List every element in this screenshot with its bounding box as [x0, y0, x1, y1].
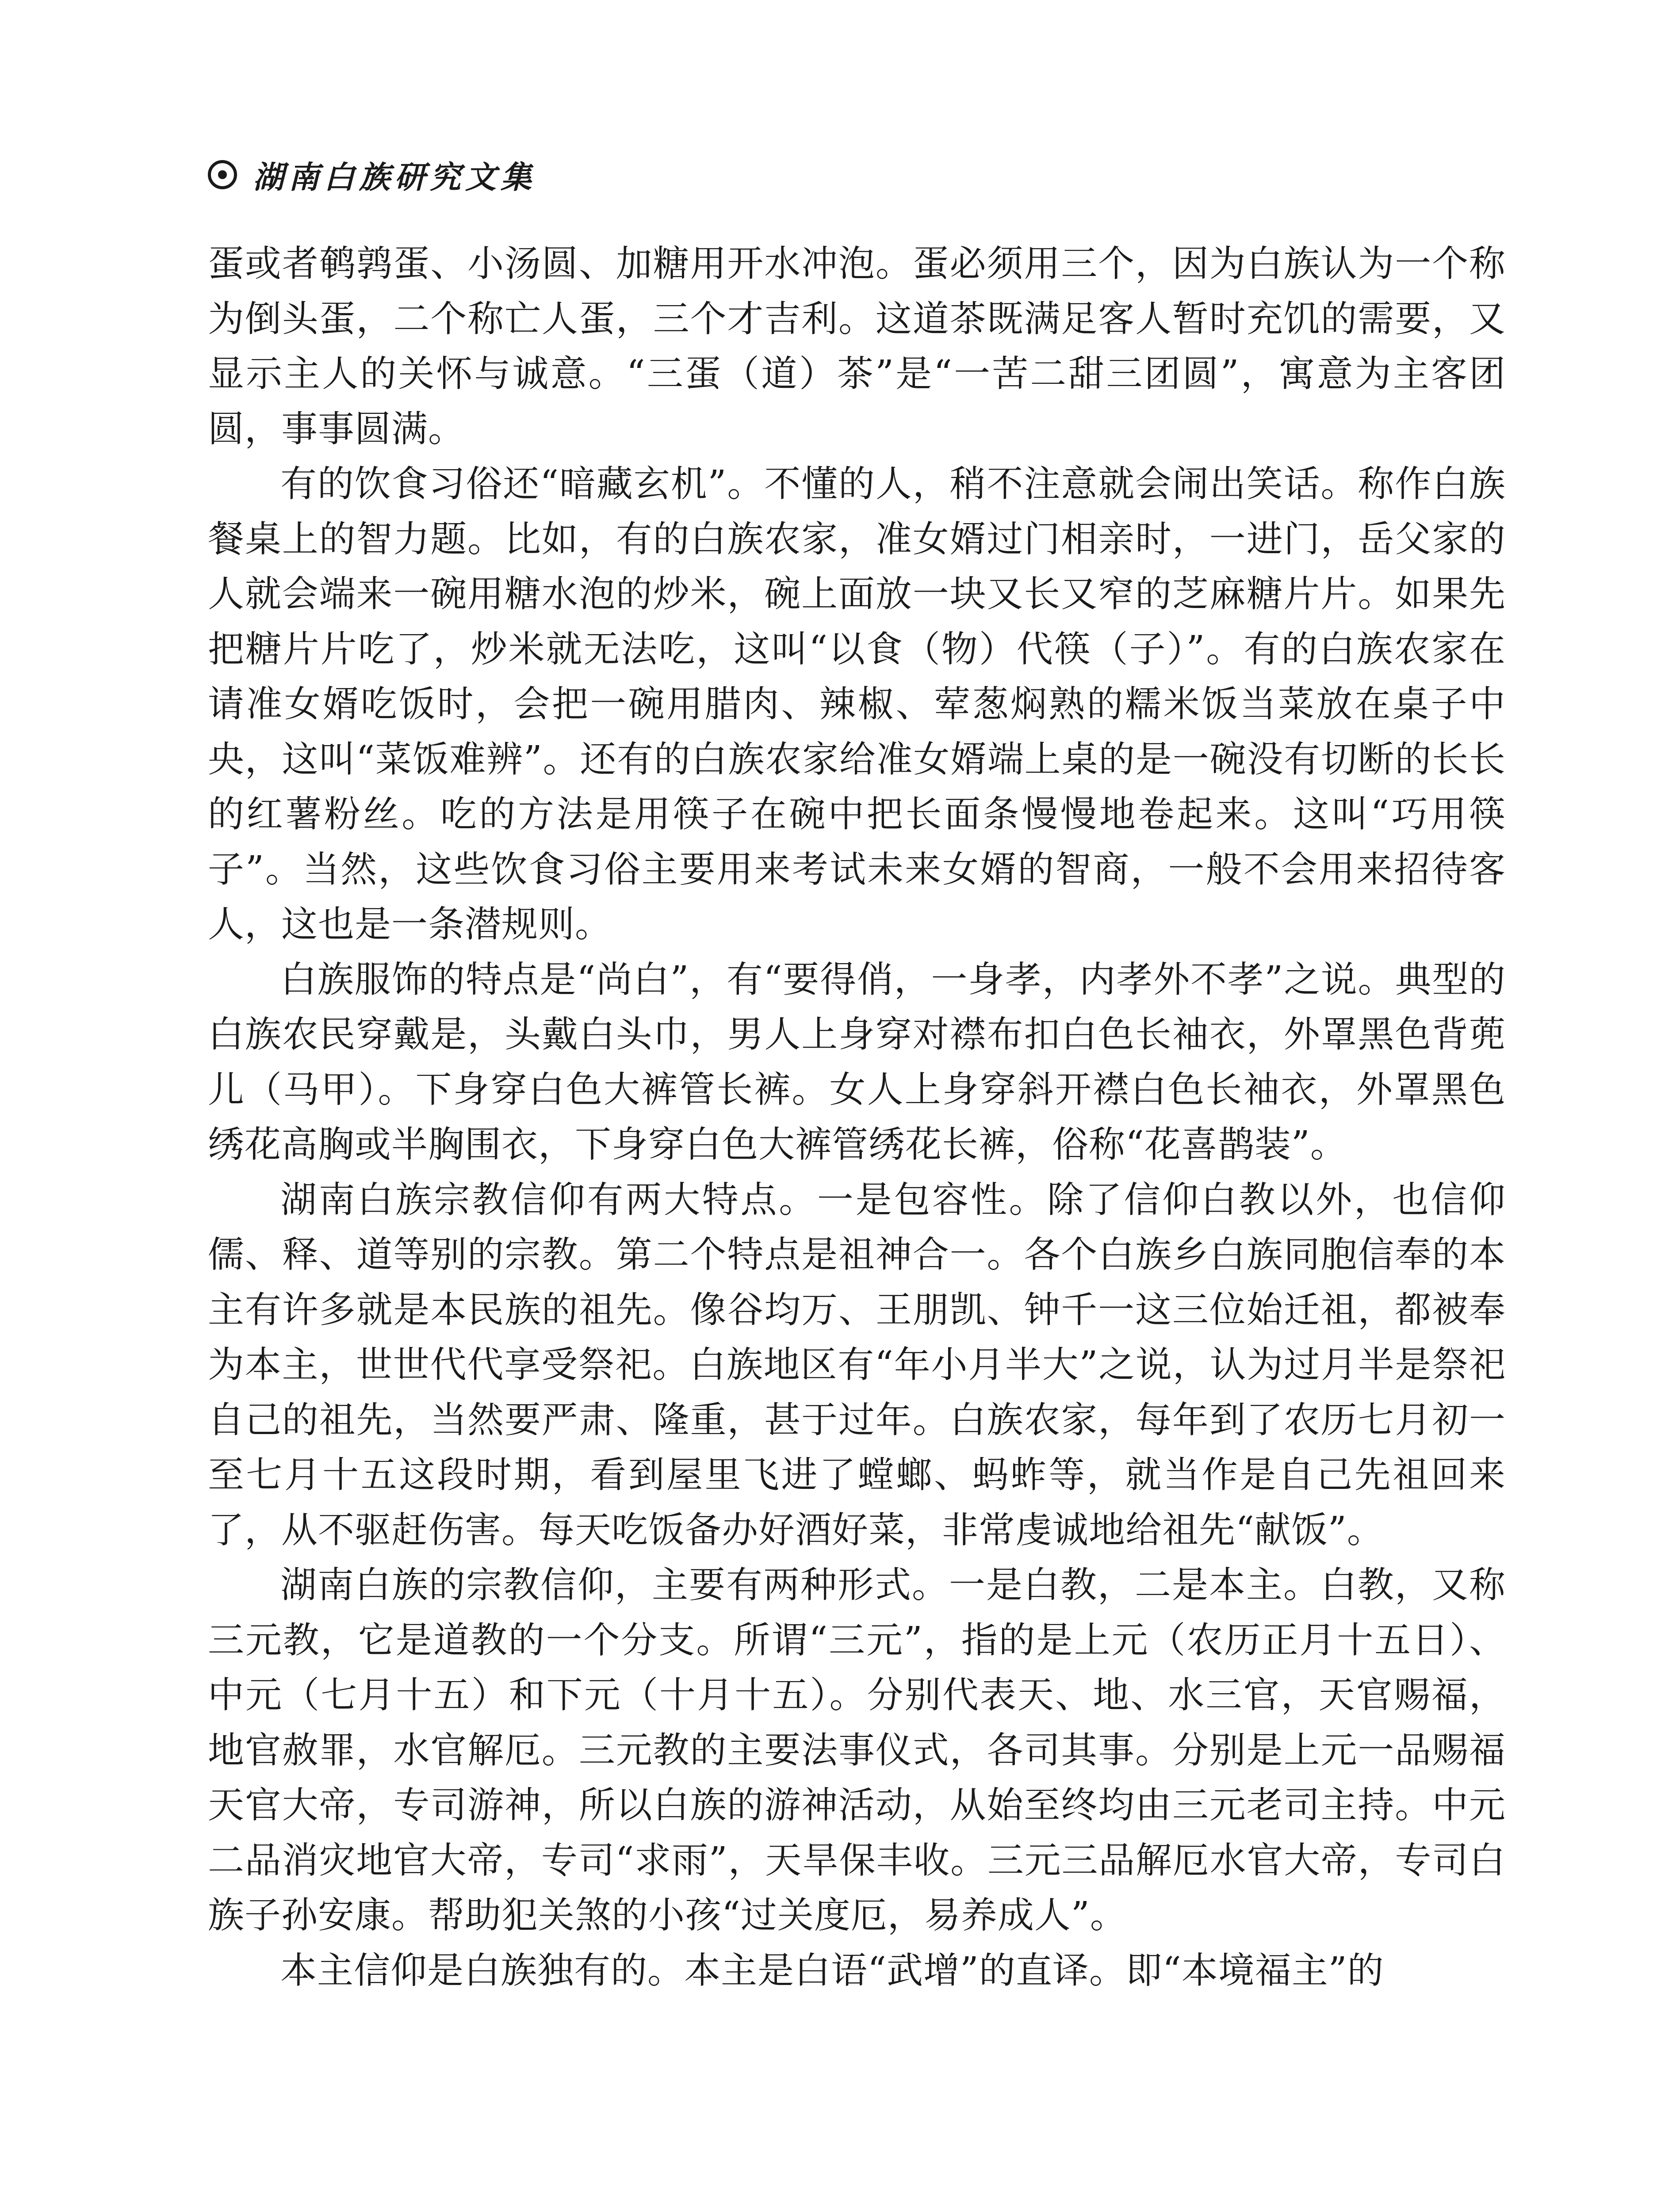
- paragraph: 蛋或者鹌鹑蛋、小汤圆、加糖用开水冲泡。蛋必须用三个，因为白族认为一个称为倒头蛋，二个称亡人蛋，三个才吉利。这道茶既满足客人暂时充饥的需要，又显示主人的关怀与诚意。“三蛋（道）茶”是“一苦二甜三团圆”，寓意为主客团圆，事事圆满。: [208, 243, 1506, 450]
- paragraph: 湖南白族宗教信仰有两大特点。一是包容性。除了信仰白教以外，也信仰儒、释、道等别的宗教。第二个特点是祖神合一。各个白族乡白族同胞信奉的本主有许多就是本民族的祖先。像谷均万、王朋凯、钟千一这三位始迁祖，都被奉为本主，世世代代享受祭祀。白族地区有“年小月半大”之说，认为过月半是祭祀自己的祖先，当然要严肃、隆重，甚于过年。白族农家，每年到了农历七月初一至七月十五这段时期，看到屋里飞进了螳螂、蚂蚱等，就当作是自己先祖回来了，从不驱赶伤害。每天吃饭备办好酒好菜，非常虔诚地给祖先“献饭”。: [208, 1178, 1506, 1551]
- paragraph: 白族服饰的特点是“尚白”，有“要得俏，一身孝，内孝外不孝”之说。典型的白族农民穿戴是，头戴白头巾，男人上身穿对襟布扣白色长袖衣，外罩黑色背蔸儿（马甲）。下身穿白色大裤管长裤。女人上身穿斜开襟白色长袖衣，外罩黑色绣花高胸或半胸围衣，下身穿白色大裤管绣花长裤，俗称“花喜鹊装”。: [208, 958, 1506, 1166]
- paragraph: 湖南白族的宗教信仰，主要有两种形式。一是白教，二是本主。白教，又称三元教，它是道教的一个分支。所谓“三元”，指的是上元（农历正月十五日）、中元（七月十五）和下元（十月十五）。分别代表天、地、水三官，天官赐福，地官赦罪，水官解厄。三元教的主要法事仪式，各司其事。分别是上元一品赐福天官大帝，专司游神，所以白族的游神活动，从始至终均由三元老司主持。中元二品消灾地官大帝，专司“求雨”，天旱保丰收。三元三品解厄水官大帝，专司白族子孙安康。帮助犯关煞的小孩“过关度厄，易养成人”。: [208, 1564, 1506, 1936]
- bullseye-icon: [208, 160, 237, 189]
- body-text: [208, 237, 1506, 1998]
- running-header: [208, 146, 536, 203]
- paragraph: 本主信仰是白族独有的。本主是白语“武增”的直译。即“本境福主”的: [280, 1949, 1384, 1992]
- paragraph: 有的饮食习俗还“暗藏玄机”。不懂的人，稍不注意就会闹出笑话。称作白族餐桌上的智力题。比如，有的白族农家，准女婿过门相亲时，一进门，岳父家的人就会端来一碗用糖水泡的炒米，碗上面放一块又长又窄的芝麻糖片片。如果先把糖片片吃了，炒米就无法吃，这叫“以食（物）代筷（子）”。有的白族农家在请准女婿吃饭时，会把一碗用腊肉、辣椒、荤葱焖熟的糯米饭当菜放在桌子中央，这叫“菜饭难辨”。还有的白族农家给准女婿端上桌的是一碗没有切断的长长的红薯粉丝。吃的方法是用筷子在碗中把长面条慢慢地卷起来。这叫“巧用筷子”。当然，这些饮食习俗主要用来考试未来女婿的智商，一般不会用来招待客人，这也是一条潜规则。: [208, 463, 1506, 945]
- book-title: 湖南白族研究文集: [253, 159, 536, 195]
